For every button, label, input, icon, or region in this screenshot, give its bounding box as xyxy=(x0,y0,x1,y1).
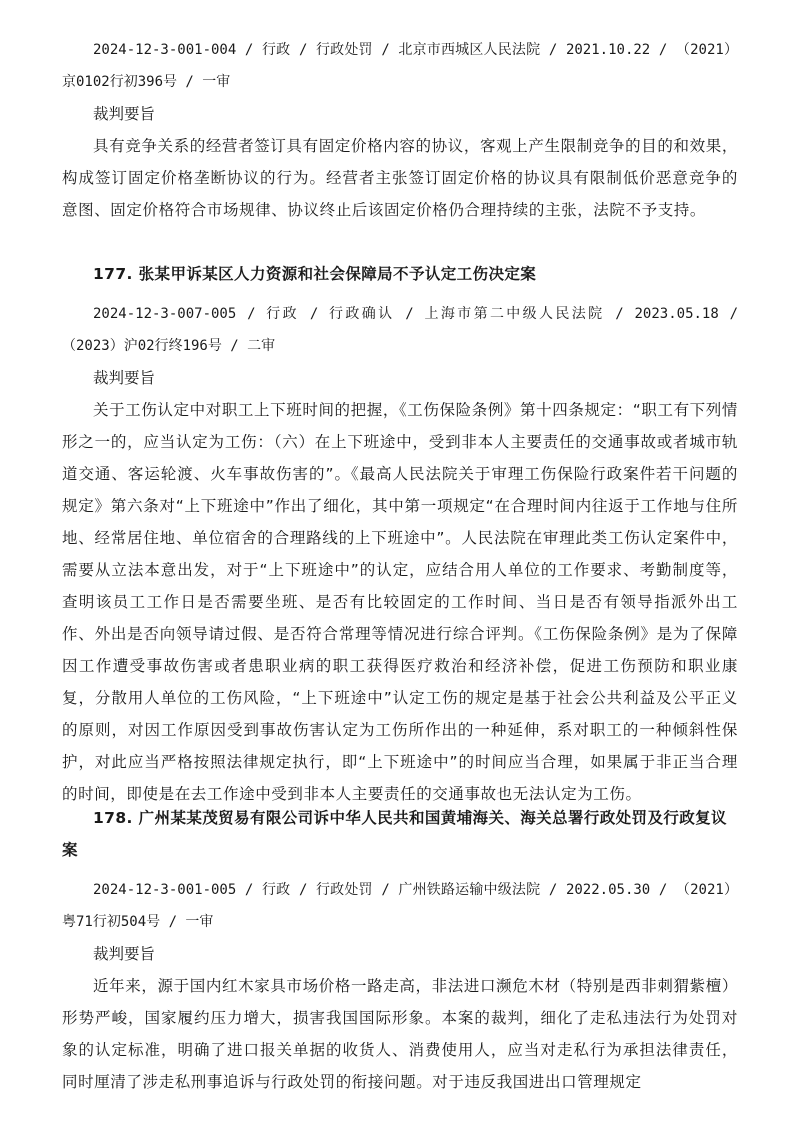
section-label: 裁判要旨 xyxy=(93,369,156,387)
ruling-summary: 近年来，源于国内红木家具市场价格一路走高，非法进口濒危木材（特别是西非刺猬紫檀）形势严峻，国家履约压力增大，损害我国国际形象。本案的裁判，细化了走私违法行为处罚对象的认定标准，明确了进口报关单据的收货人、消费使用人，应当对走私行为承担法律责任，同时厘清了涉走私刑事追诉与行政处罚的衔接问题。对于违反我国进出口管理规定 xyxy=(62,977,738,1091)
case-meta: 2024-12-3-001-005 / 行政 / 行政处罚 / 广州铁路运输中级法院 / 2022.05.30 / （2021）粤71行初504号 / 一审 xyxy=(62,882,738,930)
ruling-summary: 关于工伤认定中对职工上下班时间的把握，《工伤保险条例》第十四条规定：“职工有下列情形之一的，应当认定为工伤：（六）在上下班途中，受到非本人主要责任的交通事故或者城市轨道交通、客运轮渡、火车事故伤害的”。《最高人民法院关于审理工伤保险行政案件若干问题的规定》第六条对“上下班途中”作出了细化，其中第一项规定“在合理时间内往返于工作地与住所地、经常居住地、单位宿舍的合理路线的上下班途中”。人民法院在审理此类工伤认定案件中，需要从立法本意出发，对于“上下班途中”的认定，应结合用人单位的工作要求、考勤制度等，查明该员工工作日是否需要坐班、是否有比较固定的工作时间、当日是否有领导指派外出工作、外出是否向领导请过假、是否符合常理等情况进行综合评判。《工伤保险条例》是为了保障因工作遭受事故伤害或者患职业病的职工获得医疗救治和经济补偿，促进工伤预防和职业康复，分散用人单位的工伤风险，“上下班途中”认定工伤的规定是基于社会公共利益及公平正义的原则，对因工作原因受到事故伤害认定为工伤所作出的一种延伸，系对职工的一种倾斜性保护，对此应当严格按照法律规定执行，即“上下班途中”的时间应当合理，如果属于非正当合理的时间，即使是在去工作途中受到非本人主要责任的交通事故也无法认定为工伤。 xyxy=(62,401,738,803)
case-176-section xyxy=(62,34,738,226)
case-title: 178. 广州某某茂贸易有限公司诉中华人民共和国黄埔海关、海关总署行政处罚及行政复议案 xyxy=(62,809,727,859)
ruling-summary: 具有竞争关系的经营者签订具有固定价格内容的协议，客观上产生限制竞争的目的和效果，构成签订固定价格垄断协议的行为。经营者主张签订固定价格的协议具有限制低价恶意竞争的意图、固定价格符合市场规律、协议终止后该固定价格仍合理持续的主张，法院不予支持。 xyxy=(62,137,738,219)
case-178-section xyxy=(62,802,738,1098)
section-label: 裁判要旨 xyxy=(93,945,156,963)
case-177-section xyxy=(62,258,738,810)
case-meta: 2024-12-3-007-005 / 行政 / 行政确认 / 上海市第二中级人民法院 / 2023.05.18 / （2023）沪02行终196号 / 二审 xyxy=(62,306,738,354)
case-title: 177. 张某甲诉某区人力资源和社会保障局不予认定工伤决定案 xyxy=(93,265,537,283)
section-label: 裁判要旨 xyxy=(93,105,156,123)
case-meta: 2024-12-3-001-004 / 行政 / 行政处罚 / 北京市西城区人民法院 / 2021.10.22 / （2021）京0102行初396号 / 一审 xyxy=(62,42,738,90)
